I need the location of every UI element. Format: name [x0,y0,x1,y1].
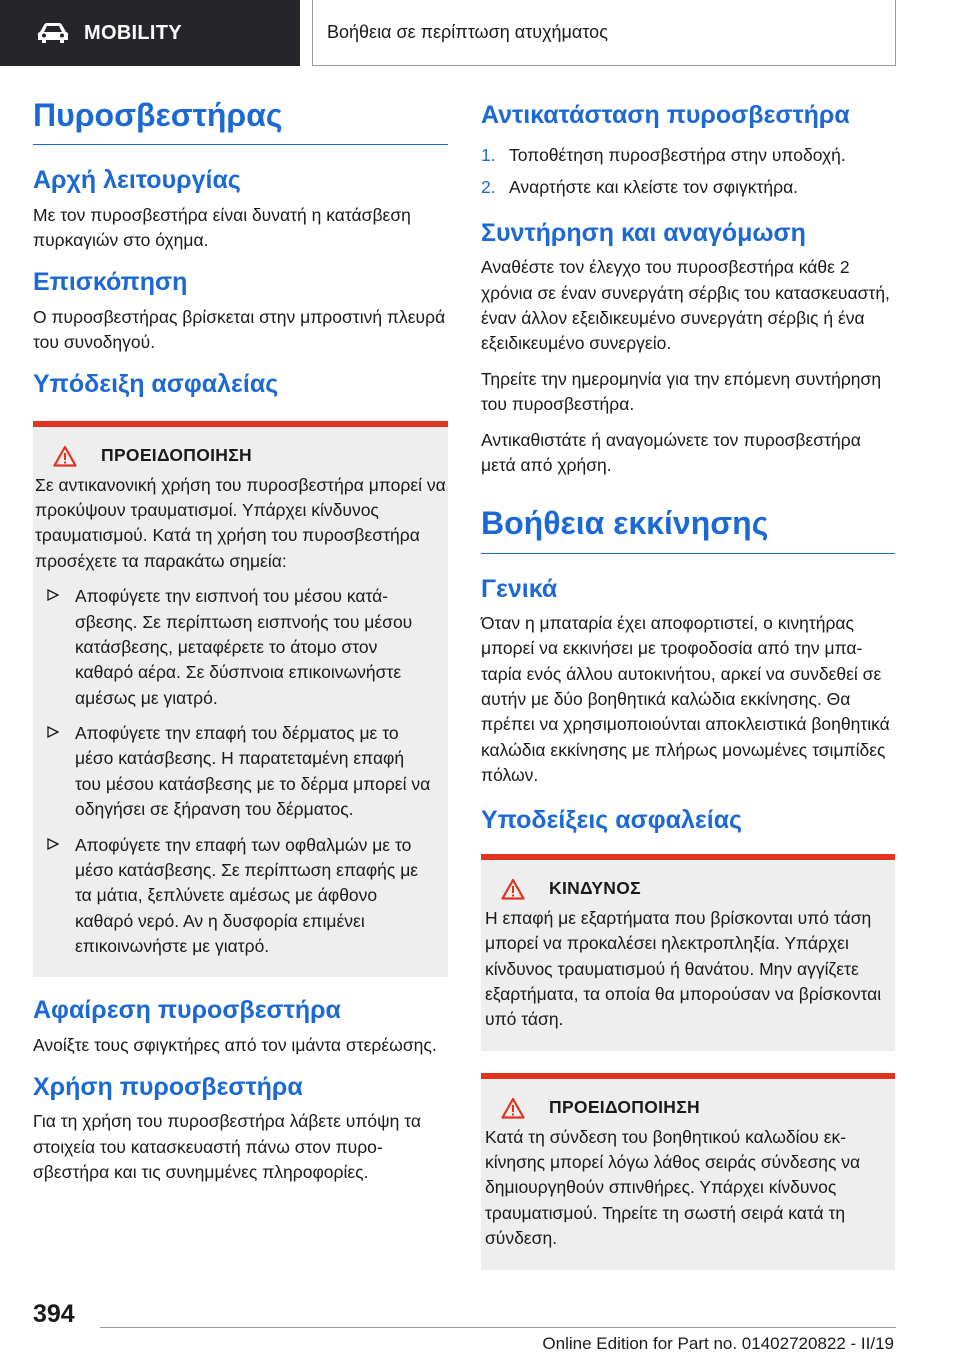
heading-safety: Υπόδειξη ασφαλείας [33,370,279,399]
text-usage: Για τη χρήση του πυροσβεστήρα λάβετε υπόψη τα στοιχεία του κατασκευαστή πάνω στον πυροσβεστήρα και τις συνημμένες πληροφορίες. [33,1111,422,1183]
footer-divider [100,1327,896,1328]
car-icon [36,22,70,44]
warning-triangle-icon [501,878,525,900]
warning-label: ΠΡΟΕΙΔΟΠΟΙΗΣΗ [101,445,252,466]
heading-usage: Χρήση πυροσβεστήρα [33,1073,303,1102]
danger-text: Η επαφή με εξαρτήματα που βρίσκονται υπό τάση μπορεί να προκαλέσει ηλεκτροπληξία. Υπάρχει κίνδυνος τραυματισμού ή θανάτου. Μην αγγίζετε εξαρτήματα, τα οποία θα μπορούσαν να βρίσκονται υπό τάση. [485,907,882,1030]
text-maintenance-2: Τηρείτε την ημερομηνία για την επόμενη συντήρηση του πυροσβεστήρα. [481,368,882,415]
section-title: Βοήθεια σε περίπτωση ατυχήματος [312,0,896,66]
text-principle: Με τον πυροσβεστήρα είναι δυνατή η κατάσβεση πυρκαγιών στο όχημα. [33,204,411,251]
list-item: Αποφύγετε την εισπνοή του μέσου κατάσβεσης. Σε περίπτωση εισπνοής του μέσου κατάσβεσης, μεταφέρετε το άτομο στον καθαρό αέρα. Σε δύσπνοια επικοινωνήστε αμέσως με γιατρό. [33,584,448,711]
page-title: Πυροσβεστήρας [33,96,448,145]
warning-triangle-icon [53,445,77,467]
text-maintenance-1: Αναθέστε τον έλεγχο του πυροσβεστήρα κάθε 2 χρόνια σε έναν συνεργάτη σέρβις του κατασκευαστή, έναν άλλον εξειδικευμένο συνεργάτη σέρβις ή ένα εξειδικευμένο συνεργείο. [481,257,890,354]
list-item: Αποφύγετε την επαφή του δέρματος με το μέσο κατάσβεσης. Η παρατεταμένη επαφή του μέσου κατάσβεσης με το δέρμα μπορεί να οδηγήσει σε ξήρανση του δέρματος. [33,721,448,823]
heading-replacement: Αντικατάσταση πυροσβεστήρα [481,101,850,129]
heading-removal: Αφαίρεση πυροσβεστήρα [33,996,341,1025]
warning-box-2 [481,1073,895,1270]
text-general: Όταν η μπαταρία έχει αποφορτιστεί, ο κινητήρας μπορεί να εκκινήσει με τροφοδοσία από την μπαταρία ενός άλλου αυτοκινήτου, αρκεί να συνδεθεί σε αυτήν με δύο βοηθητικά καλώδια εκκίνησης. Θα πρέπει να χρησιμοποιούνται αποκλειστικά βοηθητικά καλώδια εκκίνησης με πλήρως μονωμένες τσιμπίδες πόλων. [481,612,890,786]
warning-label-2: ΠΡΟΕΙΔΟΠΟΙΗΣΗ [549,1097,700,1118]
warning-header [53,445,448,467]
page-title-jumpstart: Βοήθεια εκκίνησης [481,504,895,553]
text-overview: Ο πυροσβεστήρας βρίσκεται στην μπροστινή πλευρά του συνοδηγού. [33,306,446,353]
header-tab [0,0,300,66]
bullet-triangle-icon [47,838,59,850]
danger-box [481,854,895,1051]
danger-label: ΚΙΝΔΥΝΟΣ [549,878,641,899]
warning-text: Σε αντικανονική χρήση του πυροσβεστήρα μπορεί να προκύψουν τραυματισμοί. Υπάρχει κίνδυνος τραυματισμού. Κατά τη χρήση του πυροσβεστήρα προσέχετε τα παρακάτω σημεία: [35,474,446,571]
heading-maintenance: Συντήρηση και αναγόμωση [481,219,806,247]
text-removal: Ανοίξτε τους σφιγκτήρες από τον ιμάντα στερέωσης. [33,1034,437,1055]
list-item: 1. Τοποθέτηση πυροσβεστήρα στην υποδοχή. [481,145,846,166]
right-column [481,96,895,1288]
warning-header-2 [501,1097,895,1119]
page-number: 394 [33,1300,75,1328]
bullet-triangle-icon [47,726,59,738]
header-tab-label: MOBILITY [84,21,182,44]
list-item: 2. Αναρτήστε και κλείστε τον σφιγκτήρα. [481,176,799,197]
danger-header [501,878,895,900]
footer-edition: Online Edition for Part no. 01402720822 - II/19 [542,1334,894,1353]
left-column [33,96,448,1195]
warning-triangle-icon [501,1097,525,1119]
bullet-triangle-icon [47,589,59,601]
heading-general: Γενικά [481,574,558,603]
list-item: Αποφύγετε την επαφή των οφθαλμών με το μέσο κατάσβεσης. Σε περίπτωση επαφής με τα μάτια, ξεπλύνετε αμέσως με άφθονο καθαρό νερό. Αν η δυσφορία επιμένει επικοινωνήστε με γιατρό. [33,833,448,960]
heading-safety-notes: Υποδείξεις ασφαλείας [481,805,743,834]
text-maintenance-3: Αντικαθιστάτε ή αναγομώνετε τον πυροσβεστήρα μετά από χρήση. [481,429,861,475]
heading-overview: Επισκόπηση [33,268,188,297]
warning-text-2: Κατά τη σύνδεση του βοηθητικού καλωδίου εκκίνησης μπορεί λόγω λάθος σειράς σύνδεσης να δημιουργηθούν σπινθήρες. Υπάρχει κίνδυνος τραυματισμού. Τηρείτε τη σωστή σειρά κατά τη σύνδεση. [485,1126,861,1249]
warning-box [33,421,448,978]
heading-principle: Αρχή λειτουργίας [33,166,241,195]
